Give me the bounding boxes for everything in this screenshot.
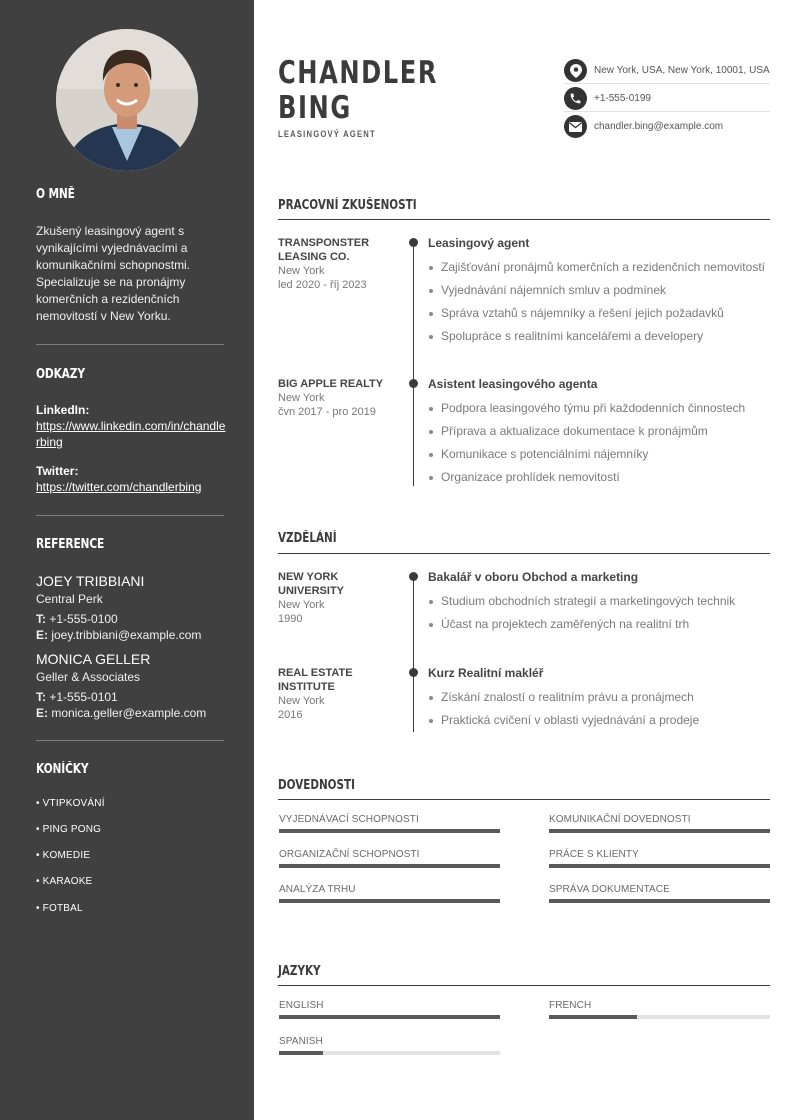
list-item: Vyjednávání nájemních smluv a podmínek — [428, 279, 773, 302]
about-heading: O MNĚ — [36, 187, 75, 202]
job-title: LEASINGOVÝ AGENT — [278, 129, 376, 139]
contact-phone — [564, 86, 770, 112]
list-item: Organizace prohlídek nemovitostí — [428, 466, 773, 489]
skill-item — [549, 849, 770, 868]
phone-icon — [564, 87, 587, 110]
employer-name: TRANSPONSTER LEASING CO. — [278, 237, 370, 263]
skill-bar — [549, 864, 770, 868]
timeline-dot — [409, 379, 418, 388]
list-item: Získání znalostí o realitním právu a pronájmech — [428, 686, 773, 709]
language-name: FRENCH — [549, 1000, 592, 1011]
hobbies-heading: KONÍČKY — [36, 762, 89, 777]
skill-bar — [279, 864, 500, 868]
reference-phone: +1-555-0101 — [49, 690, 118, 704]
reference-email: joey.tribbiani@example.com — [51, 628, 202, 642]
experience-heading: PRACOVNÍ ZKUŠENOSTI — [278, 198, 417, 213]
link-label: LinkedIn: — [36, 403, 90, 417]
linkedin-url[interactable]: https://www.linkedin.com/in/chandlerbing — [36, 419, 226, 449]
position-title: Leasingový agent — [428, 236, 530, 250]
list-item: Zajišťování pronájmů komerčních a rezidenčních nemovitostí — [428, 256, 773, 279]
employer-name: BIG APPLE REALTY — [278, 378, 384, 390]
phone-label: T: — [36, 690, 46, 704]
reference-name: MONICA GELLER — [36, 651, 151, 667]
skill-bar — [279, 829, 500, 833]
list-item: Účast na projektech zaměřených na realitní trh — [428, 613, 773, 636]
list-item: Studium obchodních strategií a marketingových technik — [428, 590, 773, 613]
language-name: ENGLISH — [279, 1000, 324, 1011]
list-item: Příprava a aktualizace dokumentace k pronájmům — [428, 420, 773, 443]
language-bar — [279, 1015, 500, 1019]
study-dates: 2016 — [278, 709, 303, 721]
name-first: CHANDLER — [278, 55, 439, 91]
skill-name: SPRÁVA DOKUMENTACE — [549, 884, 670, 895]
language-bar-fill — [279, 1051, 323, 1055]
candidate-name — [278, 56, 438, 126]
skill-bar-fill — [279, 829, 500, 833]
list-item: Správa vztahů s nájemníky a řešení jejich požadavků — [428, 302, 773, 325]
sidebar-divider — [36, 515, 224, 516]
link-linkedin — [36, 402, 226, 450]
skill-item — [549, 814, 770, 833]
skill-name: KOMUNIKAČNÍ DOVEDNOSTI — [549, 814, 691, 825]
timeline-dot — [409, 238, 418, 247]
employment-dates: led 2020 - říj 2023 — [278, 279, 367, 291]
reference-company: Central Perk — [36, 592, 103, 606]
hobby-item: • KARAOKE — [36, 876, 93, 887]
timeline-line — [413, 576, 414, 732]
experience-entry-meta — [278, 377, 398, 419]
skill-item — [279, 814, 500, 833]
skill-bar-fill — [549, 864, 770, 868]
hobby-item: • FOTBAL — [36, 903, 83, 914]
contact-address — [564, 58, 770, 84]
employer-location: New York — [278, 392, 325, 404]
language-bar-fill — [279, 1015, 500, 1019]
degree-title: Kurz Realitní makléř — [428, 666, 544, 680]
section-divider — [278, 985, 770, 986]
timeline-dot — [409, 572, 418, 581]
skill-item — [279, 884, 500, 903]
timeline-dot — [409, 668, 418, 677]
education-entry-meta — [278, 570, 398, 626]
skill-bar — [549, 829, 770, 833]
email-label: E: — [36, 706, 48, 720]
school-location: New York — [278, 695, 325, 707]
education-details — [428, 590, 773, 636]
reference-phone: +1-555-0100 — [49, 612, 118, 626]
reference-name: JOEY TRIBBIANI — [36, 573, 145, 589]
hobby-item: • PING PONG — [36, 824, 102, 835]
employer-location: New York — [278, 265, 325, 277]
reference-company: Geller & Associates — [36, 670, 141, 684]
references-heading: REFERENCE — [36, 537, 105, 552]
skill-bar-fill — [279, 864, 500, 868]
school-name: REAL ESTATE INSTITUTE — [278, 667, 353, 693]
section-divider — [278, 219, 770, 220]
list-item: Praktická cvičení v oblasti vyjednávání a prodeje — [428, 709, 773, 732]
section-divider — [278, 799, 770, 800]
mail-icon — [564, 115, 587, 138]
list-item: Komunikace s potenciálními nájemníky — [428, 443, 773, 466]
reference-email: monica.geller@example.com — [51, 706, 207, 720]
language-bar — [279, 1051, 500, 1055]
link-label: Twitter: — [36, 464, 79, 478]
education-details — [428, 686, 773, 732]
email-text[interactable]: chandler.bing@example.com — [594, 121, 724, 132]
position-title: Asistent leasingového agenta — [428, 377, 598, 391]
hobby-item: • KOMEDIE — [36, 850, 91, 861]
study-dates: 1990 — [278, 613, 303, 625]
education-entry-meta — [278, 666, 398, 722]
skills-heading: DOVEDNOSTI — [278, 778, 355, 793]
school-location: New York — [278, 599, 325, 611]
language-name: SPANISH — [279, 1036, 323, 1047]
skill-bar-fill — [549, 899, 770, 903]
section-divider — [278, 553, 770, 554]
twitter-url[interactable]: https://twitter.com/chandlerbing — [36, 480, 202, 494]
employment-dates: čvn 2017 - pro 2019 — [278, 406, 376, 418]
language-item — [279, 1000, 500, 1019]
reference-item — [36, 572, 226, 643]
address-text: New York, USA, New York, 10001, USA — [594, 65, 770, 76]
hobby-item: • VTIPKOVÁNÍ — [36, 798, 105, 809]
list-item: Podpora leasingového týmu při každodenních činnostech — [428, 397, 773, 420]
languages-heading: JAZYKY — [278, 964, 321, 979]
skill-item — [549, 884, 770, 903]
skill-name: VYJEDNÁVACÍ SCHOPNOSTI — [279, 814, 419, 825]
list-item: Spolupráce s realitními kancelářemi a developery — [428, 325, 773, 348]
responsibility-list — [428, 397, 773, 489]
sidebar-divider — [36, 344, 224, 345]
skill-bar — [279, 899, 500, 903]
name-last: BING — [278, 90, 352, 126]
location-pin-icon — [564, 59, 587, 82]
experience-entry-meta — [278, 236, 398, 292]
school-name: NEW YORK UNIVERSITY — [278, 571, 345, 597]
skill-name: PRÁCE S KLIENTY — [549, 849, 639, 860]
phone-text: +1-555-0199 — [594, 93, 651, 104]
skill-bar — [549, 899, 770, 903]
phone-label: T: — [36, 612, 46, 626]
language-item — [549, 1000, 770, 1019]
language-bar — [549, 1015, 770, 1019]
skill-item — [279, 849, 500, 868]
education-heading: VZDĚLÁNÍ — [278, 531, 337, 546]
skill-name: ANALÝZA TRHU — [279, 884, 356, 895]
about-text: Zkušený leasingový agent s vynikajícími vyjednávacími a komunikačními schopnostmi. Specializuje se na pronájmy komerčních a rezidenčních nemovitostí v New Yorku. — [36, 224, 191, 323]
link-twitter — [36, 463, 226, 495]
skill-bar-fill — [549, 829, 770, 833]
links-heading: ODKAZY — [36, 367, 85, 382]
language-item — [279, 1036, 500, 1055]
sidebar — [0, 0, 254, 1120]
sidebar-divider — [36, 740, 224, 741]
language-bar-fill — [549, 1015, 637, 1019]
timeline-line — [413, 242, 414, 486]
skill-name: ORGANIZAČNÍ SCHOPNOSTI — [279, 849, 420, 860]
email-label: E: — [36, 628, 48, 642]
degree-title: Bakalář v oboru Obchod a marketing — [428, 570, 639, 584]
contact-email — [564, 114, 770, 140]
skill-bar-fill — [279, 899, 500, 903]
profile-photo — [56, 29, 198, 171]
responsibility-list — [428, 256, 773, 348]
reference-item — [36, 650, 226, 721]
